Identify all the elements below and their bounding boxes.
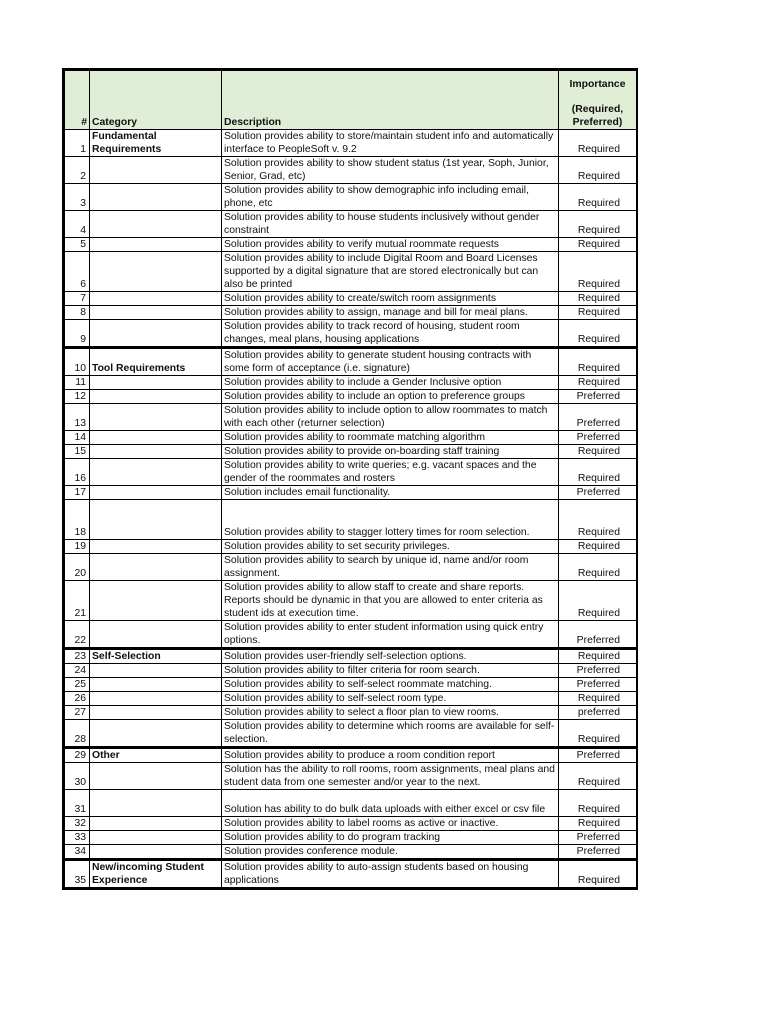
row-importance: Required	[559, 211, 637, 238]
table-row	[65, 621, 637, 649]
row-description: Solution provides ability to filter criteria for room search.	[222, 664, 559, 678]
row-category	[90, 706, 222, 720]
row-category: Self-Selection	[90, 649, 222, 664]
row-category	[90, 390, 222, 404]
row-importance: Preferred	[559, 486, 637, 500]
row-number: 10	[65, 348, 90, 376]
row-category	[90, 157, 222, 184]
row-number: 11	[65, 376, 90, 390]
table-row	[65, 763, 637, 790]
row-importance: Required	[559, 692, 637, 706]
row-category	[90, 306, 222, 320]
table-row	[65, 292, 637, 306]
row-number: 34	[65, 845, 90, 860]
row-importance: Required	[559, 238, 637, 252]
row-category	[90, 678, 222, 692]
row-importance: Required	[559, 790, 637, 817]
row-number: 26	[65, 692, 90, 706]
row-category	[90, 540, 222, 554]
row-number: 21	[65, 581, 90, 621]
row-category	[90, 845, 222, 860]
row-description: Solution provides ability to include option to allow roommates to match with each other (returner selection)	[222, 404, 559, 431]
row-number: 13	[65, 404, 90, 431]
table-row	[65, 390, 637, 404]
row-importance: Required	[559, 763, 637, 790]
table-row	[65, 376, 637, 390]
row-description: Solution provides ability to create/switch room assignments	[222, 292, 559, 306]
header-category: Category	[90, 71, 222, 130]
row-importance: Required	[559, 649, 637, 664]
row-category: Tool Requirements	[90, 348, 222, 376]
row-category	[90, 376, 222, 390]
row-importance: Required	[559, 817, 637, 831]
row-number: 32	[65, 817, 90, 831]
row-importance: Preferred	[559, 678, 637, 692]
row-category	[90, 621, 222, 649]
row-description: Solution provides ability to set security privileges.	[222, 540, 559, 554]
table-row	[65, 445, 637, 459]
row-number: 8	[65, 306, 90, 320]
row-description: Solution provides ability to stagger lottery times for room selection.	[222, 500, 559, 540]
row-importance: Required	[559, 320, 637, 348]
row-category	[90, 790, 222, 817]
table-row	[65, 348, 637, 376]
row-description: Solution provides ability to do program tracking	[222, 831, 559, 845]
row-description: Solution provides ability to write queries; e.g. vacant spaces and the gender of the roommates and rosters	[222, 459, 559, 486]
row-category	[90, 817, 222, 831]
row-category	[90, 320, 222, 348]
row-category	[90, 500, 222, 540]
table-row	[65, 306, 637, 320]
row-number: 7	[65, 292, 90, 306]
row-importance: Required	[559, 130, 637, 157]
row-importance: Required	[559, 554, 637, 581]
row-description: Solution provides ability to include a Gender Inclusive option	[222, 376, 559, 390]
row-number: 12	[65, 390, 90, 404]
table-row	[65, 817, 637, 831]
row-number: 30	[65, 763, 90, 790]
table-row	[65, 706, 637, 720]
table-row	[65, 649, 637, 664]
row-category	[90, 404, 222, 431]
row-number: 9	[65, 320, 90, 348]
row-description: Solution provides ability to show demographic info including email, phone, etc	[222, 184, 559, 211]
row-importance: Required	[559, 376, 637, 390]
row-description: Solution has ability to do bulk data uploads with either excel or csv file	[222, 790, 559, 817]
row-number: 19	[65, 540, 90, 554]
row-description: Solution provides ability to track record of housing, student room changes, meal plans, housing applications	[222, 320, 559, 348]
row-importance: Preferred	[559, 664, 637, 678]
header-number: #	[65, 71, 90, 130]
row-description: Solution provides ability to label rooms as active or inactive.	[222, 817, 559, 831]
row-number: 15	[65, 445, 90, 459]
row-importance: Preferred	[559, 845, 637, 860]
row-importance: Required	[559, 306, 637, 320]
row-category	[90, 292, 222, 306]
table-row	[65, 692, 637, 706]
row-number: 28	[65, 720, 90, 748]
table-row	[65, 431, 637, 445]
row-number: 25	[65, 678, 90, 692]
row-importance: Preferred	[559, 404, 637, 431]
row-description: Solution provides ability to enter student information using quick entry options.	[222, 621, 559, 649]
table-row	[65, 238, 637, 252]
table-row	[65, 130, 637, 157]
table-row	[65, 845, 637, 860]
row-category	[90, 664, 222, 678]
row-category	[90, 459, 222, 486]
row-number: 22	[65, 621, 90, 649]
row-number: 27	[65, 706, 90, 720]
row-description: Solution provides ability to verify mutual roommate requests	[222, 238, 559, 252]
row-description: Solution provides ability to determine which rooms are available for self-selection.	[222, 720, 559, 748]
row-importance: Preferred	[559, 431, 637, 445]
row-category: Fundamental Requirements	[90, 130, 222, 157]
row-description: Solution includes email functionality.	[222, 486, 559, 500]
table-row	[65, 581, 637, 621]
table-row	[65, 404, 637, 431]
row-number: 5	[65, 238, 90, 252]
row-importance: Required	[559, 459, 637, 486]
row-description: Solution provides ability to self-select room type.	[222, 692, 559, 706]
row-description: Solution provides ability to produce a room condition report	[222, 748, 559, 763]
row-importance: Preferred	[559, 831, 637, 845]
row-number: 35	[65, 860, 90, 888]
row-description: Solution provides ability to roommate matching algorithm	[222, 431, 559, 445]
row-description: Solution provides ability to select a floor plan to view rooms.	[222, 706, 559, 720]
row-number: 4	[65, 211, 90, 238]
row-number: 20	[65, 554, 90, 581]
row-description: Solution provides ability to self-select roommate matching.	[222, 678, 559, 692]
row-number: 29	[65, 748, 90, 763]
row-category	[90, 763, 222, 790]
row-category	[90, 692, 222, 706]
table-row	[65, 664, 637, 678]
row-number: 17	[65, 486, 90, 500]
row-importance: Required	[559, 348, 637, 376]
table-row	[65, 486, 637, 500]
row-number: 1	[65, 130, 90, 157]
row-category	[90, 431, 222, 445]
row-description: Solution provides ability to assign, manage and bill for meal plans.	[222, 306, 559, 320]
table-row	[65, 184, 637, 211]
row-number: 18	[65, 500, 90, 540]
row-importance: Required	[559, 540, 637, 554]
table-row	[65, 720, 637, 748]
table-row	[65, 860, 637, 888]
row-importance: Required	[559, 445, 637, 459]
row-category: New/incoming Student Experience	[90, 860, 222, 888]
table-row	[65, 748, 637, 763]
table-row	[65, 157, 637, 184]
table-row	[65, 831, 637, 845]
row-description: Solution provides ability to include an option to preference groups	[222, 390, 559, 404]
row-category	[90, 445, 222, 459]
header-row	[65, 71, 637, 130]
row-importance: Preferred	[559, 748, 637, 763]
row-number: 14	[65, 431, 90, 445]
row-importance: Required	[559, 292, 637, 306]
header-importance-title: Importance	[569, 79, 626, 90]
row-importance: Required	[559, 860, 637, 888]
header-description: Description	[222, 71, 559, 130]
row-category	[90, 211, 222, 238]
row-category	[90, 252, 222, 292]
row-category	[90, 184, 222, 211]
row-description: Solution provides ability to store/maintain student info and automatically interface to PeopleSoft v. 9.2	[222, 130, 559, 157]
row-description: Solution provides ability to auto-assign students based on housing applications	[222, 860, 559, 888]
row-description: Solution provides ability to house students inclusively without gender constraint	[222, 211, 559, 238]
row-importance: Required	[559, 500, 637, 540]
row-description: Solution provides ability to allow staff to create and share reports. Reports should be dynamic in that you are allowed to enter criteria as student ids at execution time.	[222, 581, 559, 621]
table-row	[65, 790, 637, 817]
row-description: Solution provides ability to generate student housing contracts with some form of acceptance (i.e. signature)	[222, 348, 559, 376]
row-category	[90, 581, 222, 621]
row-category	[90, 720, 222, 748]
table-row	[65, 500, 637, 540]
row-description: Solution provides user-friendly self-selection options.	[222, 649, 559, 664]
row-importance: Required	[559, 720, 637, 748]
table-row	[65, 554, 637, 581]
row-number: 23	[65, 649, 90, 664]
row-description: Solution provides ability to provide on-boarding staff training	[222, 445, 559, 459]
row-importance: Required	[559, 184, 637, 211]
row-description: Solution provides ability to show student status (1st year, Soph, Junior, Senior, Grad, etc)	[222, 157, 559, 184]
row-category	[90, 486, 222, 500]
row-importance: Preferred	[559, 621, 637, 649]
row-description: Solution has the ability to roll rooms, room assignments, meal plans and student data from one semester and/or year to the next.	[222, 763, 559, 790]
row-importance: Required	[559, 581, 637, 621]
row-category: Other	[90, 748, 222, 763]
row-importance: Required	[559, 252, 637, 292]
row-importance: preferred	[559, 706, 637, 720]
row-description: Solution provides ability to search by unique id, name and/or room assignment.	[222, 554, 559, 581]
row-number: 33	[65, 831, 90, 845]
table-row	[65, 252, 637, 292]
row-number: 6	[65, 252, 90, 292]
row-number: 24	[65, 664, 90, 678]
table-row	[65, 540, 637, 554]
requirements-sheet	[62, 68, 638, 890]
row-number: 31	[65, 790, 90, 817]
header-importance	[559, 71, 637, 130]
table-row	[65, 459, 637, 486]
row-category	[90, 238, 222, 252]
row-description: Solution provides conference module.	[222, 845, 559, 860]
row-number: 3	[65, 184, 90, 211]
row-number: 16	[65, 459, 90, 486]
row-category	[90, 831, 222, 845]
row-importance: Required	[559, 157, 637, 184]
row-category	[90, 554, 222, 581]
row-importance: Preferred	[559, 390, 637, 404]
table-row	[65, 678, 637, 692]
row-number: 2	[65, 157, 90, 184]
row-description: Solution provides ability to include Digital Room and Board Licenses supported by a digital signature that are stored electronically but can also be printed	[222, 252, 559, 292]
table-row	[65, 211, 637, 238]
table-row	[65, 320, 637, 348]
requirements-table	[64, 70, 637, 888]
header-importance-subtitle: (Required, Preferred)	[571, 104, 624, 128]
